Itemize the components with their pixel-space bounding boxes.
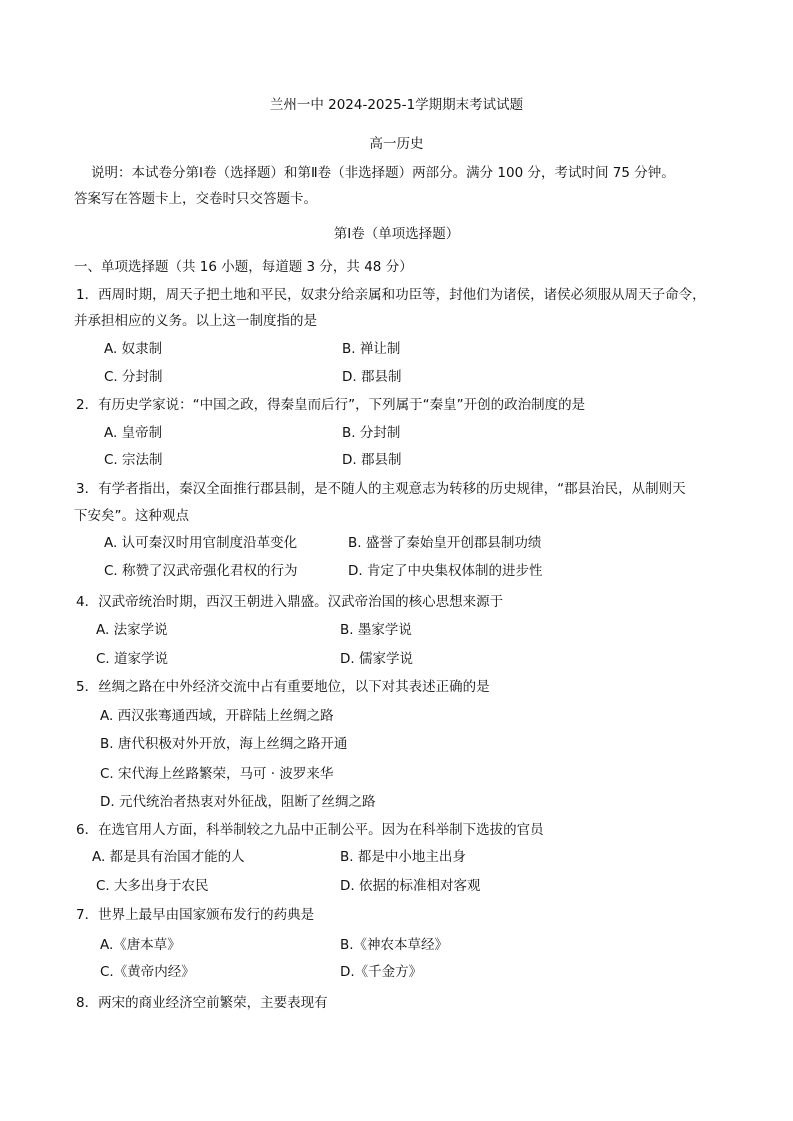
question-1-stem-line-1: 1．西周时期，周天子把土地和平民，奴隶分给亲属和功臣等，封他们为诸侯，诸侯必须服从周天子命令，	[76, 287, 706, 303]
question-1-option-c[interactable]: C. 分封制	[104, 369, 163, 385]
question-1-option-b[interactable]: B. 禅让制	[342, 341, 401, 357]
exam-note-line-1: 说明：本试卷分第Ⅰ卷（选择题）和第Ⅱ卷（非选择题）两部分。满分 100 分，考试时间 75 分钟。	[91, 165, 675, 181]
question-3-option-d[interactable]: D. 肯定了中央集权体制的进步性	[348, 563, 543, 579]
exam-title: 兰州一中 2024-2025-1学期期末考试试题	[269, 97, 524, 113]
question-7-option-a[interactable]: A.《唐本草》	[100, 937, 181, 953]
question-1-option-a[interactable]: A. 奴隶制	[104, 341, 163, 357]
question-7-option-c[interactable]: C.《黄帝内经》	[100, 964, 195, 980]
question-5-option-d[interactable]: D. 元代统治者热衷对外征战，阻断了丝绸之路	[100, 794, 376, 810]
question-3-option-a[interactable]: A. 认可秦汉时用官制度沿革变化	[104, 535, 298, 551]
question-4-option-d[interactable]: D. 儒家学说	[340, 651, 413, 667]
question-7-option-d[interactable]: D.《千金方》	[340, 964, 423, 980]
question-6-stem: 6．在选官用人方面，科举制较之九品中正制公平。因为在科举制下选拔的官员	[76, 822, 544, 838]
question-5-option-b[interactable]: B. 唐代积极对外开放，海上丝绸之路开通	[100, 736, 348, 752]
question-3-stem-line-1: 3．有学者指出，秦汉全面推行郡县制，是不随人的主观意志为转移的历史规律，“郡县治民，从制则天	[76, 481, 686, 497]
question-2-option-c[interactable]: C. 宗法制	[104, 452, 163, 468]
question-1-option-d[interactable]: D. 郡县制	[342, 369, 402, 385]
question-2-stem: 2．有历史学家说：“中国之政，得秦皇而后行”，下列属于“秦皇”开创的政治制度的是	[76, 397, 586, 413]
question-5-option-a[interactable]: A. 西汉张骞通西域，开辟陆上丝绸之路	[100, 708, 334, 724]
question-4-stem: 4．汉武帝统治时期，西汉王朝进入鼎盛。汉武帝治国的核心思想来源于	[76, 594, 504, 610]
question-7-stem: 7．世界上最早由国家颁布发行的药典是	[76, 907, 315, 923]
question-2-option-d[interactable]: D. 郡县制	[342, 452, 402, 468]
question-6-option-c[interactable]: C. 大多出身于农民	[96, 878, 209, 894]
question-4-option-a[interactable]: A. 法家学说	[96, 622, 168, 638]
question-6-option-d[interactable]: D. 依据的标准相对客观	[340, 878, 481, 894]
section-heading: 一、单项选择题（共 16 小题，每道题 3 分，共 48 分）	[74, 259, 413, 275]
question-3-option-b[interactable]: B. 盛誉了秦始皇开创郡县制功绩	[348, 535, 542, 551]
question-4-option-c[interactable]: C. 道家学说	[96, 651, 169, 667]
part-title: 第Ⅰ卷（单项选择题）	[333, 226, 460, 242]
question-2-option-a[interactable]: A. 皇帝制	[104, 425, 163, 441]
question-4-option-b[interactable]: B. 墨家学说	[340, 622, 412, 638]
question-3-stem-line-2: 下安矣”。这种观点	[74, 508, 189, 524]
question-7-option-b[interactable]: B.《神农本草经》	[340, 937, 449, 953]
question-5-stem: 5．丝绸之路在中外经济交流中占有重要地位，以下对其表述正确的是	[76, 679, 490, 695]
question-2-option-b[interactable]: B. 分封制	[342, 425, 401, 441]
exam-note-line-2: 答案写在答题卡上，交卷时只交答题卡。	[74, 191, 317, 207]
exam-subject: 高一历史	[369, 136, 424, 152]
question-8-stem: 8．两宋的商业经济空前繁荣，主要表现有	[76, 995, 328, 1011]
question-1-stem-line-2: 并承担相应的义务。以上这一制度指的是	[74, 313, 317, 329]
question-6-option-a[interactable]: A. 都是具有治国才能的人	[92, 849, 245, 865]
question-5-option-c[interactable]: C. 宋代海上丝路繁荣，马可 · 波罗来华	[100, 766, 334, 782]
question-3-option-c[interactable]: C. 称赞了汉武帝强化君权的行为	[104, 563, 298, 579]
question-6-option-b[interactable]: B. 都是中小地主出身	[340, 849, 466, 865]
